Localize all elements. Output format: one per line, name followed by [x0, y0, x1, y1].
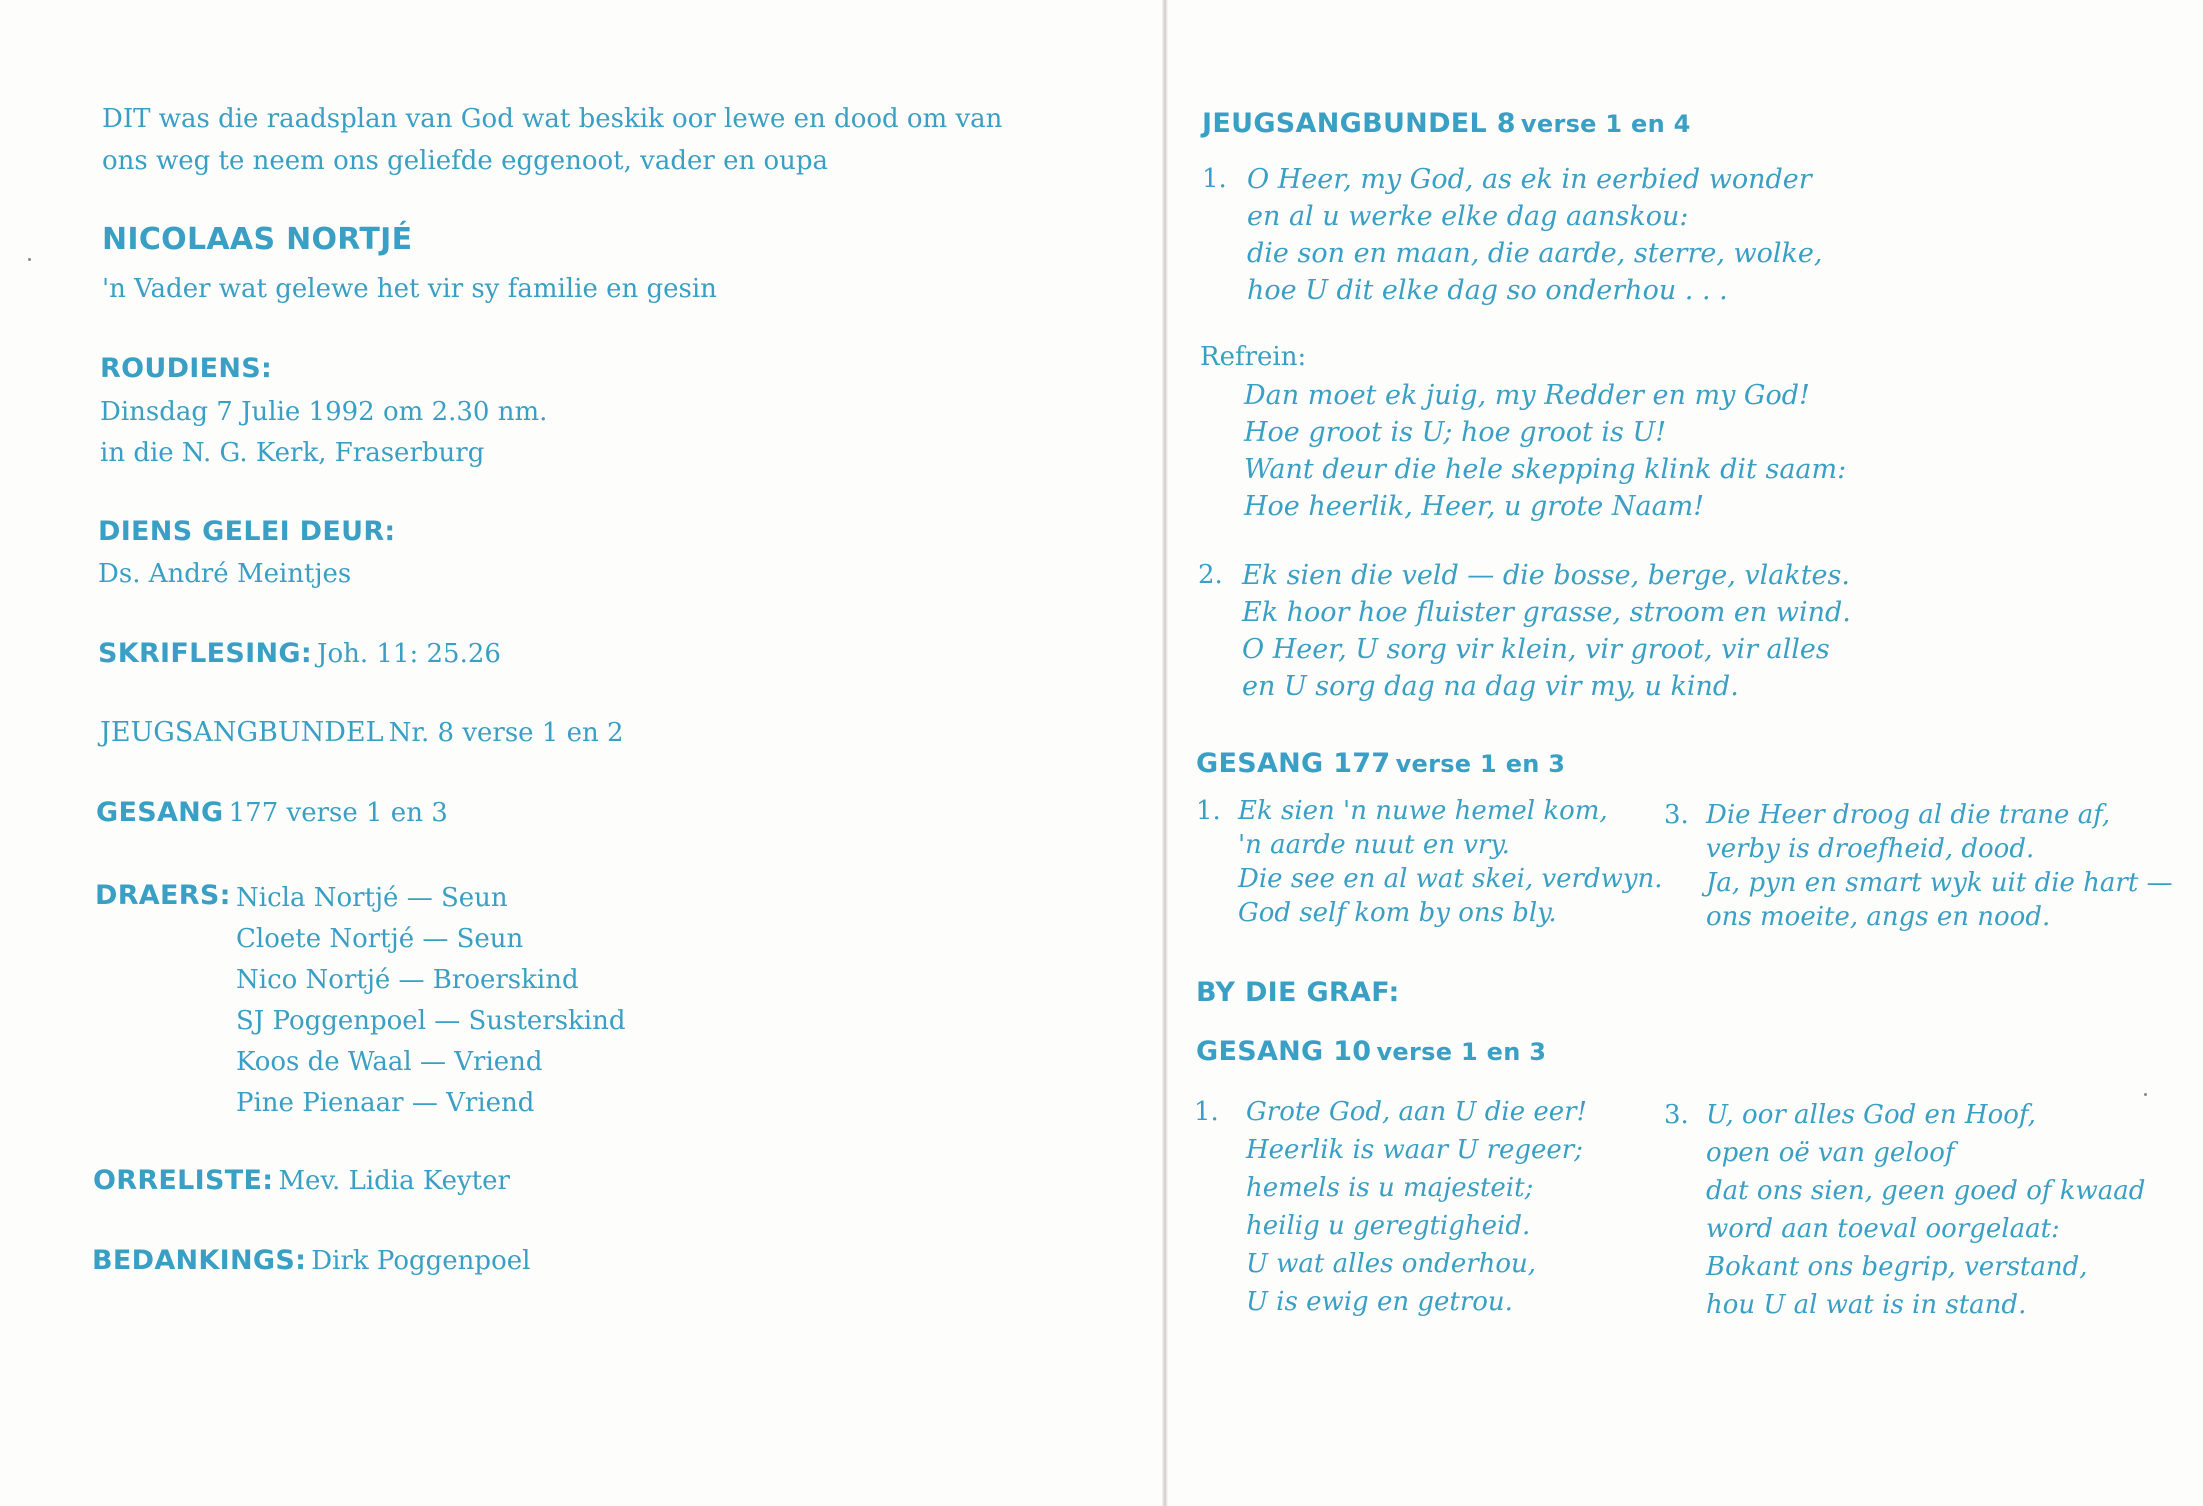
verse-number: 3.	[1664, 800, 1689, 830]
refrein-lines	[1244, 380, 1846, 528]
verse-line: U is ewig en getrou.	[1246, 1287, 1513, 1317]
deceased-tagline: 'n Vader wat gelewe het vir sy familie en gesin	[102, 274, 717, 304]
verse-line: O Heer, my God, as ek in eerbied wonder	[1247, 164, 1812, 195]
jeugsang-label: JEUGSANGBUNDEL	[100, 717, 384, 748]
verse-line: verby is droefheid, dood.	[1706, 834, 2035, 864]
verse-line: U, oor alles God en Hoof,	[1706, 1100, 2036, 1130]
bedankings-row	[92, 1245, 530, 1276]
paper-speck	[28, 258, 31, 261]
draer-item: SJ Poggenpoel — Susterskind	[236, 1006, 626, 1036]
bedankings-value: Dirk Poggenpoel	[311, 1246, 531, 1276]
orreliste-row	[93, 1165, 510, 1196]
intro-text	[102, 104, 1002, 183]
gesang177-title-sub: verse 1 en 3	[1395, 750, 1566, 778]
draers-list	[236, 883, 626, 1129]
gesang10-title	[1196, 1036, 1546, 1067]
gesang-value: 177 verse 1 en 3	[228, 798, 448, 828]
verse-line: Ja, pyn en smart wyk uit die hart —	[1706, 868, 2173, 898]
verse-line: word aan toeval oorgelaat:	[1706, 1214, 2060, 1244]
refrein-line: Want deur die hele skepping klink dit saam:	[1244, 454, 1847, 485]
jeugsang-title-main: JEUGSANGBUNDEL 8	[1202, 108, 1516, 139]
verse-number: 3.	[1664, 1100, 1689, 1130]
draer-item: Cloete Nortjé — Seun	[236, 924, 524, 954]
diens-value: Ds. André Meintjes	[98, 559, 352, 589]
verse-line: O Heer, U sorg vir klein, vir groot, vir alles	[1242, 634, 1830, 665]
orreliste-value: Mev. Lidia Keyter	[278, 1166, 510, 1196]
verse-line: en U sorg dag na dag vir my, u kind.	[1242, 671, 1739, 702]
bedankings-label: BEDANKINGS:	[92, 1245, 307, 1276]
diens-heading: DIENS GELEI DEUR:	[98, 516, 396, 547]
verse-line: God self kom by ons bly.	[1238, 898, 1557, 928]
refrein-line: Hoe heerlik, Heer, u grote Naam!	[1244, 491, 1705, 522]
verse-line: Bokant ons begrip, verstand,	[1706, 1252, 2088, 1282]
roudiens-details	[100, 397, 547, 475]
intro-line-2: ons weg te neem ons geliefde eggenoot, vader en oupa	[102, 146, 829, 176]
skriflesing-value: Joh. 11: 25.26	[317, 639, 501, 669]
right-page	[1168, 0, 2203, 1506]
gesang177-title-main: GESANG 177	[1196, 748, 1391, 779]
verse-line: Ek sien die veld — die bosse, berge, vlaktes.	[1242, 560, 1850, 591]
verse-line: dat ons sien, geen goed of kwaad	[1706, 1176, 2146, 1206]
gesang10-title-main: GESANG 10	[1196, 1036, 1372, 1067]
verse-line: open oë van geloof	[1706, 1138, 1955, 1168]
paper-speck	[2144, 1093, 2147, 1096]
verse-line: hoe U dit elke dag so onderhou . . .	[1247, 275, 1728, 306]
jeugsang-row	[100, 717, 624, 748]
verse-line: 'n aarde nuut en vry.	[1238, 830, 1510, 860]
roudiens-line-2: in die N. G. Kerk, Fraserburg	[100, 438, 485, 468]
verse-line: die son en maan, die aarde, sterre, wolke,	[1247, 238, 1823, 269]
jeugsang-title-sub: verse 1 en 4	[1520, 110, 1691, 138]
roudiens-heading: ROUDIENS:	[100, 353, 273, 384]
verse-line: Ek sien 'n nuwe hemel kom,	[1238, 796, 1608, 826]
verse-line: heilig u geregtigheid.	[1246, 1211, 1531, 1241]
draer-item: Pine Pienaar — Vriend	[236, 1088, 535, 1118]
verse-line: hemels is u majesteit;	[1246, 1173, 1534, 1203]
jeugsang-title	[1202, 108, 1691, 139]
skriflesing-row	[98, 638, 501, 669]
draer-item: Nicla Nortjé — Seun	[236, 883, 508, 913]
intro-line-1: DIT was die raadsplan van God wat beskik oor lewe en dood om van	[102, 104, 1003, 134]
verse-line: Die see en al wat skei, verdwyn.	[1238, 864, 1663, 894]
verse-line: Grote God, aan U die eer!	[1246, 1097, 1587, 1127]
verse-line: Heerlik is waar U regeer;	[1246, 1135, 1583, 1165]
by-die-graf-heading: BY DIE GRAF:	[1196, 977, 1400, 1008]
jeugsang-value: Nr. 8 verse 1 en 2	[388, 718, 624, 748]
refrein-label: Refrein:	[1200, 342, 1307, 372]
verse-line: ons moeite, angs en nood.	[1706, 902, 2051, 932]
deceased-name: NICOLAAS NORTJÉ	[102, 222, 413, 257]
roudiens-line-1: Dinsdag 7 Julie 1992 om 2.30 nm.	[100, 397, 548, 427]
verse-line: en al u werke elke dag aanskou:	[1247, 201, 1689, 232]
gesang-row	[96, 797, 448, 828]
gesang10-title-sub: verse 1 en 3	[1376, 1038, 1547, 1066]
draer-item: Nico Nortjé — Broerskind	[236, 965, 579, 995]
verse-number: 1.	[1194, 1097, 1219, 1127]
verse-line: Die Heer droog al die trane af,	[1706, 800, 2111, 830]
verse-line: Ek hoor hoe fluister grasse, stroom en wind.	[1242, 597, 1851, 628]
draer-item: Koos de Waal — Vriend	[236, 1047, 543, 1077]
verse-line: U wat alles onderhou,	[1246, 1249, 1537, 1279]
refrein-line: Hoe groot is U; hoe groot is U!	[1244, 417, 1667, 448]
gesang177-title	[1196, 748, 1565, 779]
skriflesing-label: SKRIFLESING:	[98, 638, 312, 669]
verse-number: 2.	[1198, 560, 1223, 590]
verse-line: hou U al wat is in stand.	[1706, 1290, 2027, 1320]
draers-heading: DRAERS:	[95, 880, 231, 911]
gesang-label: GESANG	[96, 797, 224, 828]
orreliste-label: ORRELISTE:	[93, 1165, 274, 1196]
verse-number: 1.	[1196, 796, 1221, 826]
refrein-line: Dan moet ek juig, my Redder en my God!	[1244, 380, 1810, 411]
verse-number: 1.	[1202, 164, 1227, 194]
